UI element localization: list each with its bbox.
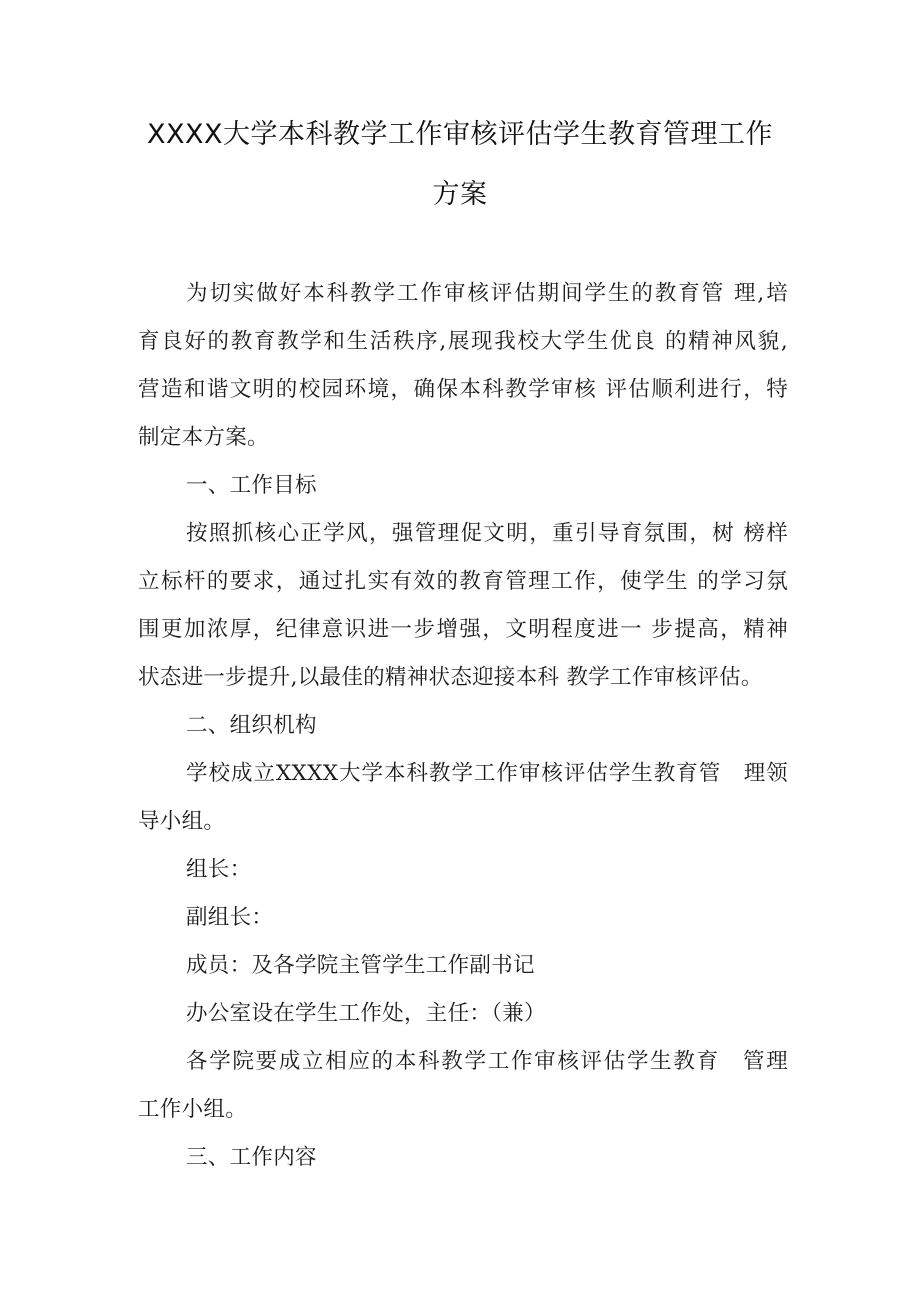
- section2-body2-line-1: 各学院要成立相应的本科教学工作审核评估学生教育 管理: [186, 1049, 788, 1074]
- section1-heading: 一、工作目标: [186, 473, 317, 498]
- section2-body1-line-1: 学校成立XXXX大学本科教学工作审核评估学生教育管 理领: [186, 761, 788, 786]
- section1-line-1: 按照抓核心正学风，强管理促文明，重引导育氛围，树 榜样: [186, 521, 788, 546]
- section1-line-4: 状态进一步提升,以最佳的精神状态迎接本科 教学工作审核评估。: [138, 665, 763, 690]
- intro-line-1: 为切实做好本科教学工作审核评估期间学生的教育管 理,培: [186, 281, 788, 306]
- office-line: 办公室设在学生工作处，主任：（兼）: [186, 1001, 546, 1026]
- section2-body1-line-2: 导小组。: [138, 809, 226, 834]
- section3-heading: 三、工作内容: [186, 1145, 317, 1170]
- members-line: 成员：及各学院主管学生工作副书记: [186, 953, 535, 978]
- section1-line-3: 围更加浓厚，纪律意识进一步增强，文明程度进一 步提高，精神: [138, 617, 788, 642]
- section2-body2-line-2: 工作小组。: [138, 1097, 248, 1122]
- intro-line-2: 育良好的教育教学和生活秩序,展现我校大学生优良 的精神风貌,: [138, 329, 788, 354]
- section2-heading: 二、组织机构: [186, 713, 317, 738]
- intro-line-3: 营造和谐文明的校园环境，确保本科教学审核 评估顺利进行，特: [138, 377, 788, 402]
- document-title-line-2: 方案: [432, 179, 488, 210]
- leader-line: 组长：: [186, 857, 252, 882]
- deputy-leader-line: 副组长：: [186, 905, 274, 930]
- document-title-line-1: XXXX大学本科教学工作审核评估学生教育管理工作: [147, 119, 773, 150]
- intro-line-4: 制定本方案。: [138, 425, 269, 450]
- section1-line-2: 立标杆的要求，通过扎实有效的教育管理工作，使学生 的学习氛: [138, 569, 788, 594]
